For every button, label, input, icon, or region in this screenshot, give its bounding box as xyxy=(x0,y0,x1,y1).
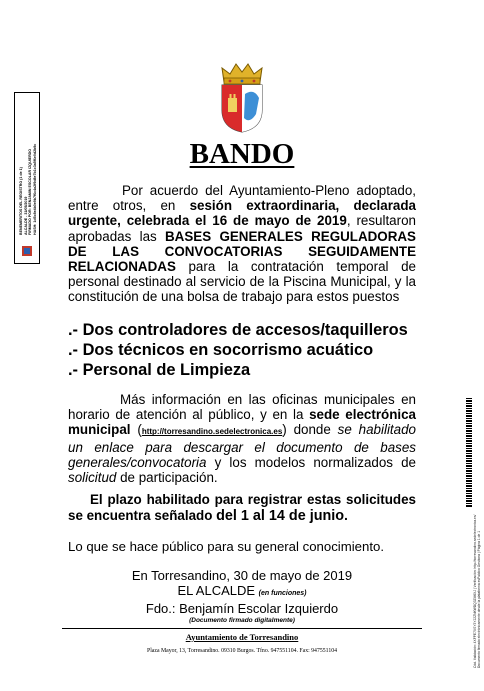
seal-logo-icon xyxy=(21,245,33,257)
list-item: .- Dos técnicos en socorrismo acuático xyxy=(68,341,374,359)
digital-signature-note: (Documento firmado digitalmente) xyxy=(189,617,295,624)
barcode xyxy=(466,398,472,508)
document-title: BANDO xyxy=(189,138,295,170)
deadline-paragraph: El plazo habilitado para registrar estas solicitudes se encuentra señalado del 1 al 14 de junio. xyxy=(68,492,416,524)
footer-org-name: Ayuntamiento de Torresandino xyxy=(185,632,299,642)
role-note: (en funciones) xyxy=(258,590,307,597)
intro-paragraph: Por acuerdo del Ayuntamiento-Pleno adoptado, entre otros, en sesión extraordinaria, declarada urgente, celebrada el 16 de mayo de 2019, resultaron aprobadas las BASES GENERALES REGULADORAS DE LAS CONVOCATORIAS SEGUIDAMENTE RELACIONADAS para la contratación temporal de personal destinado al servicio de la Piscina Municipal, y la constitución de una bolsa de trabajo para estos puestos xyxy=(68,183,416,305)
info-paragraph: Más información en las oficinas municipales en horario de atención al público, y en la sede electrónica municipal (http://torresandino.sedelectronica.es) donde se habilitado un enlace para descargar el documento de bases generales/convocatoria y los modelos normalizados de solicitud de participación. xyxy=(68,392,416,486)
validation-text-line: Documento firmado electrónicamente desde la plataforma esPublico Gestiona | Página 1 de 1 xyxy=(476,530,481,668)
signer-name: Fdo.: Benjamín Escolar Izquierdo xyxy=(145,601,339,616)
seal-text-line: FIRMADO POR: BENJAMIN ESCOLAR IZQUIERDO xyxy=(28,148,32,235)
footer-address: Plaza Mayor, 13, Torresandino. 09310 Burgos. Tfno. 947551104. Fax: 947551104 xyxy=(146,648,338,654)
validation-text-line: Cód. Validación: 4XFPE7XSY3YJ2ZNKWDQ3ZM6XJ | Verificación: http://torresandino.sedelectronica.es/ xyxy=(473,514,477,668)
municipal-crest-icon xyxy=(214,58,270,134)
signer-role: EL ALCALDE xyxy=(177,583,256,598)
crown-icon xyxy=(222,64,262,84)
signature-block xyxy=(0,568,484,625)
seal-text-line: BENEMERITOS DEL REGISTRO (1 de 1) xyxy=(19,167,23,235)
list-item: .- Dos controladores de accesos/taquilleros xyxy=(68,321,408,339)
seal-text-line: ALCALDE - 31/05/2019 xyxy=(23,196,28,235)
positions-list xyxy=(68,320,428,380)
place-date: En Torresandino, 30 de mayo de 2019 xyxy=(131,568,353,583)
validation-strip xyxy=(466,398,480,668)
sede-link[interactable]: http://torresandino.sedelectronica.es xyxy=(141,427,283,437)
footer-divider xyxy=(62,628,422,629)
seal-text-line: HASH: 1d5c8e4b0e9b7f6c4a2f9d8e7b1c3a5f6e0d2b9c xyxy=(32,143,37,235)
list-item: .- Personal de Limpieza xyxy=(68,361,251,379)
closing-paragraph: Lo que se hace público para su general conocimiento. xyxy=(68,539,384,554)
electronic-signature-seal xyxy=(14,92,40,264)
